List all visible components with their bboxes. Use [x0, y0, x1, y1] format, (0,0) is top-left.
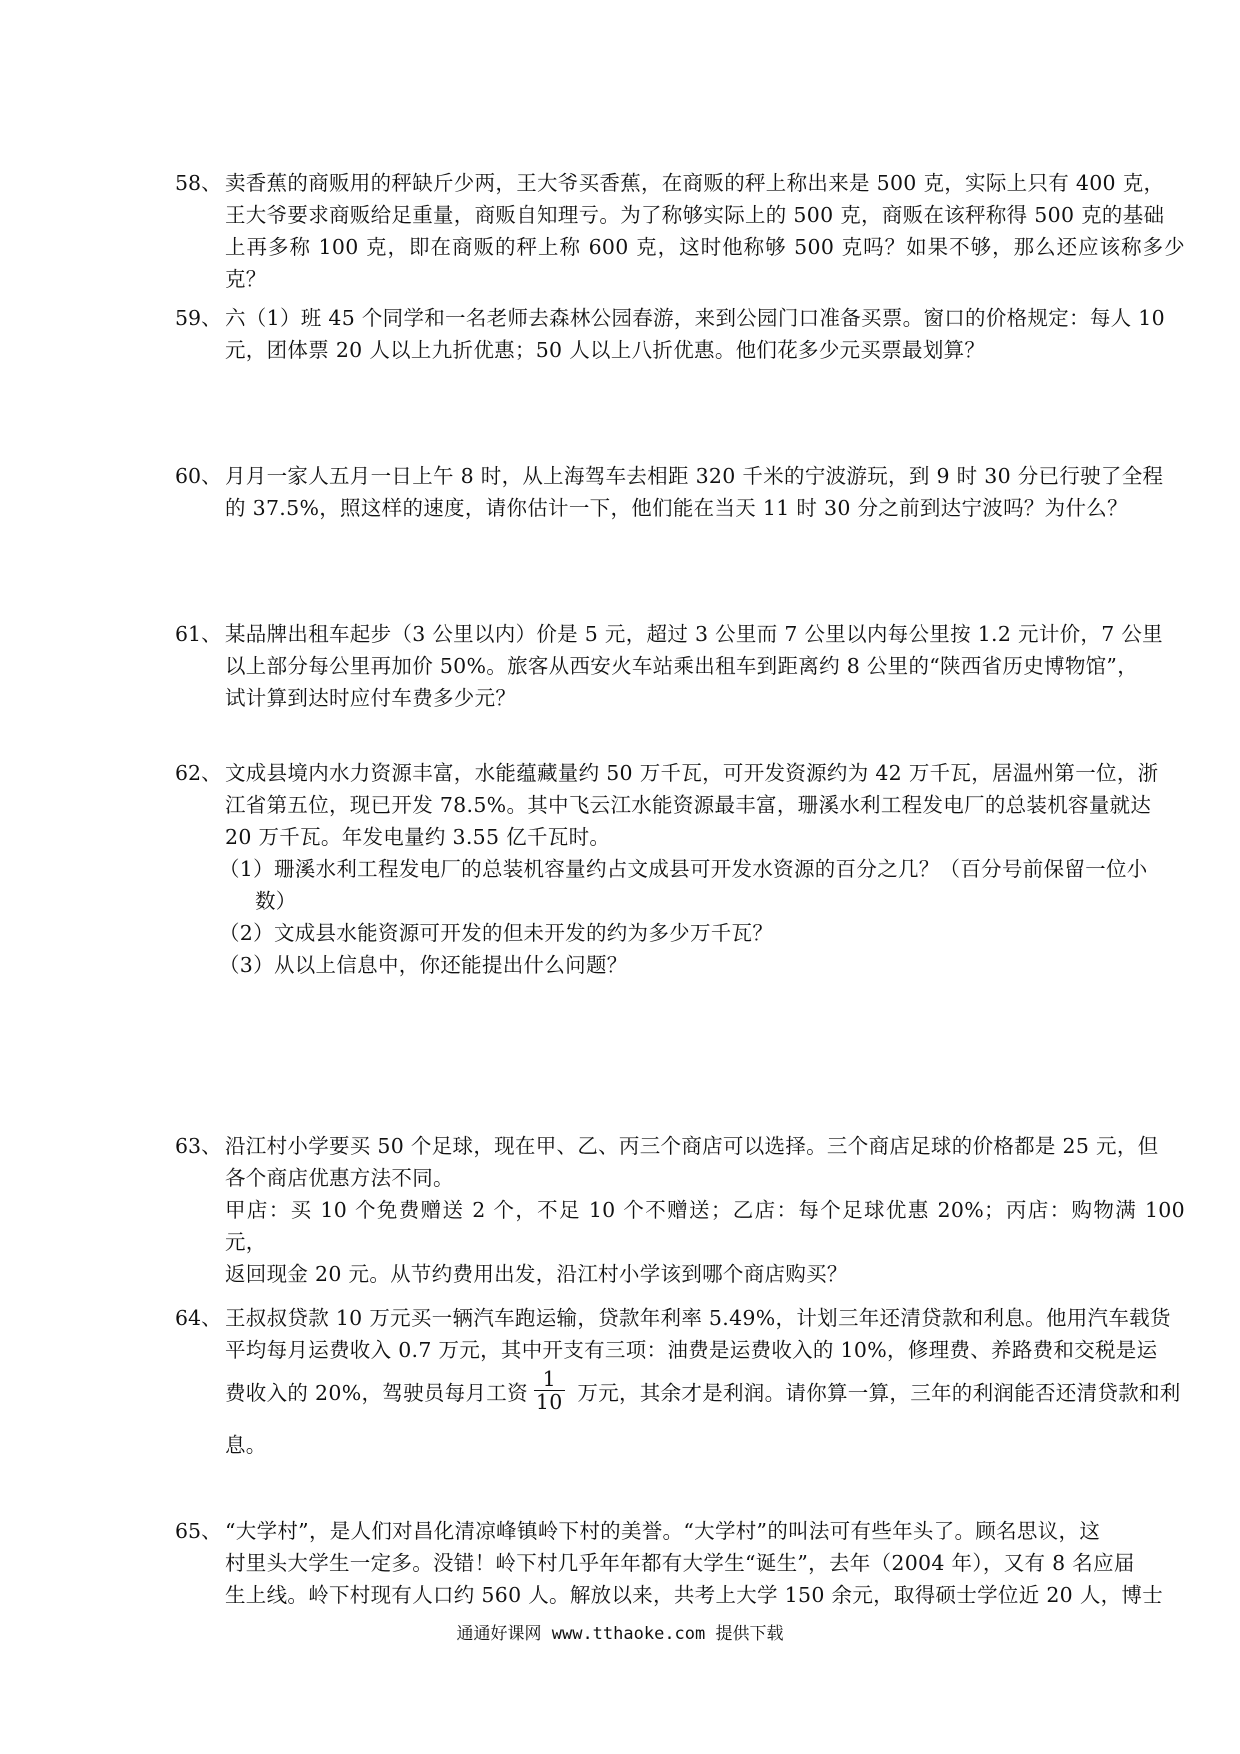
- sub-question-1-continued: 数）: [255, 889, 297, 913]
- problem-text-segment: 费收入的 20%，驾驶员每月工资: [225, 1381, 528, 1405]
- problem-text-line: 王叔叔贷款 10 万元买一辆汽车跑运输，贷款年利率 5.49%，计划三年还清贷款和利息。他用汽车载货: [225, 1306, 1171, 1330]
- problem-text-line: 上再多称 100 克，即在商贩的秤上称 600 克，这时他称够 500 克吗？如果不够，那么还应该称多少克？: [225, 235, 1185, 291]
- problem-64: [175, 1302, 1185, 1461]
- page-footer: 通通好课网 www.tthaoke.com 提供下载: [456, 1624, 784, 1644]
- problem-text-line: 文成县境内水力资源丰富，水能蕴藏量约 50 万千瓦，可开发资源约为 42 万千瓦，居温州第一位，浙: [225, 761, 1159, 785]
- problem-text-line: 试计算到达时应付车费多少元？: [225, 686, 517, 710]
- problem-text-line: 返回现金 20 元。从节约费用出发，沿江村小学该到哪个商店购买？: [225, 1262, 848, 1286]
- problem-number: 59、: [175, 306, 222, 330]
- problem-number: 61、: [175, 622, 222, 646]
- fraction-denominator: 10: [535, 1390, 563, 1414]
- sub-question-3: （3）从以上信息中，你还能提出什么问题？: [219, 953, 628, 977]
- problem-text-line: “大学村”，是人们对昌化清凉峰镇岭下村的美誉。“大学村”的叫法可有些年头了。顾名思议，这: [225, 1519, 1101, 1543]
- problem-63: [175, 1130, 1185, 1290]
- problem-number: 63、: [175, 1134, 222, 1158]
- problem-60: [175, 460, 1185, 524]
- problem-text-line: 以上部分每公里再加价 50%。旅客从西安火车站乘出租车到距离约 8 公里的“陕西省历史博物馆”，: [225, 654, 1139, 678]
- problem-text-segment: 万元，其余才是利润。请你算一算，三年的利润能否还清贷款和利: [570, 1381, 1181, 1405]
- problem-text-line: 某品牌出租车起步（3 公里以内）价是 5 元，超过 3 公里而 7 公里以内每公里按 1.2 元计价，7 公里: [225, 622, 1163, 646]
- problem-text-line: 各个商店优惠方法不同。: [225, 1166, 454, 1190]
- problem-text-line: 的 37.5%，照这样的速度，请你估计一下，他们能在当天 11 时 30 分之前到达宁波吗？为什么？: [225, 496, 1128, 520]
- problem-text-line: 甲店：买 10 个免费赠送 2 个，不足 10 个不赠送；乙店：每个足球优惠 20%；丙店：购物满 100 元，: [225, 1198, 1185, 1254]
- problem-text-line: 元，团体票 20 人以上九折优惠；50 人以上八折优惠。他们花多少元买票最划算？: [225, 338, 986, 362]
- problem-text-line: 王大爷要求商贩给足重量，商贩自知理亏。为了称够实际上的 500 克，商贩在该秤称得 500 克的基础: [225, 203, 1165, 227]
- problem-62: [175, 757, 1185, 981]
- problem-59: [175, 302, 1185, 366]
- fraction: [534, 1368, 565, 1413]
- problem-text-line: 生上线。岭下村现有人口约 560 人。解放以来，共考上大学 150 余元，取得硕士学位近 20 人，博士: [225, 1583, 1164, 1607]
- problem-text-line: 卖香蕉的商贩用的秤缺斤少两，王大爷买香蕉，在商贩的秤上称出来是 500 克，实际上只有 400 克，: [225, 171, 1165, 195]
- problem-number: 60、: [175, 464, 222, 488]
- sub-question-1: （1）珊溪水利工程发电厂的总装机容量约占文成县可开发水资源的百分之几？（百分号前保留一位小: [219, 857, 1148, 881]
- problem-number: 58、: [175, 171, 222, 195]
- problem-text-line: 息。: [225, 1433, 267, 1457]
- problem-number: 64、: [175, 1306, 222, 1330]
- problem-text-line: 20 万千瓦。年发电量约 3.55 亿千瓦时。: [225, 825, 611, 849]
- fraction-numerator: 1: [534, 1368, 565, 1391]
- problem-61: [175, 618, 1185, 714]
- problem-58: [175, 167, 1185, 295]
- problem-number: 65、: [175, 1519, 222, 1543]
- problem-text-line: 村里头大学生一定多。没错！岭下村几乎年年都有大学生“诞生”，去年（2004 年），又有 8 名应届: [225, 1551, 1135, 1575]
- sub-question-2: （2）文成县水能资源可开发的但未开发的约为多少万千瓦？: [219, 921, 774, 945]
- problem-text-line: 江省第五位，现已开发 78.5%。其中飞云江水能资源最丰富，珊溪水利工程发电厂的总装机容量就达: [225, 793, 1152, 817]
- problem-text-line-with-fraction: [225, 1367, 1185, 1417]
- problem-text-line: 月月一家人五月一日上午 8 时，从上海驾车去相距 320 千米的宁波游玩，到 9 时 30 分已行驶了全程: [225, 464, 1164, 488]
- problem-number: 62、: [175, 761, 222, 785]
- problem-text-line: 六（1）班 45 个同学和一名老师去森林公园春游，来到公园门口准备买票。窗口的价格规定：每人 10: [225, 306, 1165, 330]
- problem-text-line: 平均每月运费收入 0.7 万元，其中开支有三项：油费是运费收入的 10%，修理费、养路费和交税是运: [225, 1338, 1158, 1362]
- problem-text-line: 沿江村小学要买 50 个足球，现在甲、乙、丙三个商店可以选择。三个商店足球的价格都是 25 元，但: [225, 1134, 1159, 1158]
- problem-65: [175, 1515, 1185, 1611]
